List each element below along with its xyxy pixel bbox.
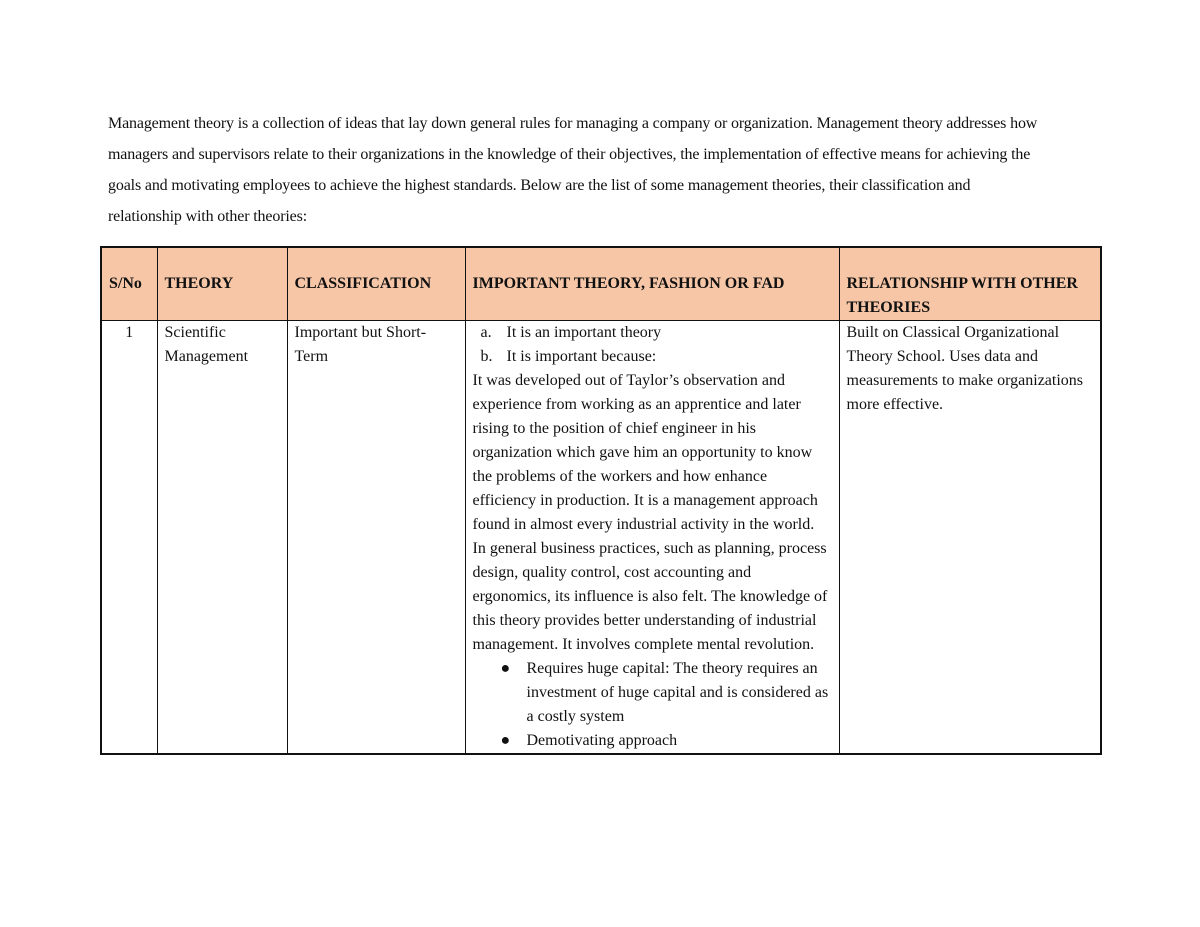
- header-important: IMPORTANT THEORY, FASHION OR FAD: [465, 247, 839, 321]
- intro-paragraph: Management theory is a collection of ideas that lay down general rules for managing a company or organization. Management theory addresses how managers and supervisors relate to their organizations in the knowledge of their objectives, the implementation of effective means for achieving the goals and motivating employees to achieve the highest standards. Below are the list of some management theories, their classification and relationship with other theories:: [108, 115, 1038, 225]
- header-relationship: RELATIONSHIP WITH OTHER THEORIES: [839, 247, 1101, 321]
- cell-sno: 1: [101, 321, 157, 755]
- list-marker: b.: [480, 348, 493, 365]
- theories-table: [100, 246, 1102, 755]
- important-points-list: [473, 321, 832, 369]
- drawbacks-list: [473, 657, 832, 753]
- list-marker: a.: [480, 324, 492, 341]
- cell-classification: Important but Short-Term: [287, 321, 465, 755]
- cell-important: [465, 321, 839, 755]
- cell-relationship: Built on Classical Organizational Theory School. Uses data and measurements to make organizations more effective.: [839, 321, 1101, 755]
- list-item: [473, 657, 832, 729]
- list-item-text: It is important because:: [506, 348, 657, 365]
- list-item-text: It is an important theory: [506, 324, 662, 341]
- header-classification: CLASSIFICATION: [287, 247, 465, 321]
- important-paragraph: It was developed out of Taylor’s observation and experience from working as an apprentice and later rising to the position of chief engineer in his organization which gave him an opportunity to know the problems of the workers and how enhance efficiency in production. It is a management approach found in almost every industrial activity in the world. In general business practices, such as planning, process design, quality control, cost accounting and ergonomics, its influence is also felt. The knowledge of this theory provides better understanding of industrial management. It involves complete mental revolution.: [472, 372, 828, 653]
- list-item: [473, 345, 832, 369]
- header-sno: S/No: [101, 247, 157, 321]
- list-item: [473, 321, 832, 345]
- bullet-icon: ●: [500, 660, 511, 677]
- list-item-text: Requires huge capital: The theory requires an investment of huge capital and is considered as a costly system: [526, 660, 829, 725]
- header-theory: THEORY: [157, 247, 287, 321]
- table-header-row: [101, 247, 1101, 321]
- table-row: [101, 321, 1101, 755]
- cell-theory: Scientific Management: [157, 321, 287, 755]
- bullet-icon: ●: [500, 732, 511, 749]
- list-item-text: Demotivating approach: [526, 732, 678, 749]
- list-item: [473, 729, 832, 753]
